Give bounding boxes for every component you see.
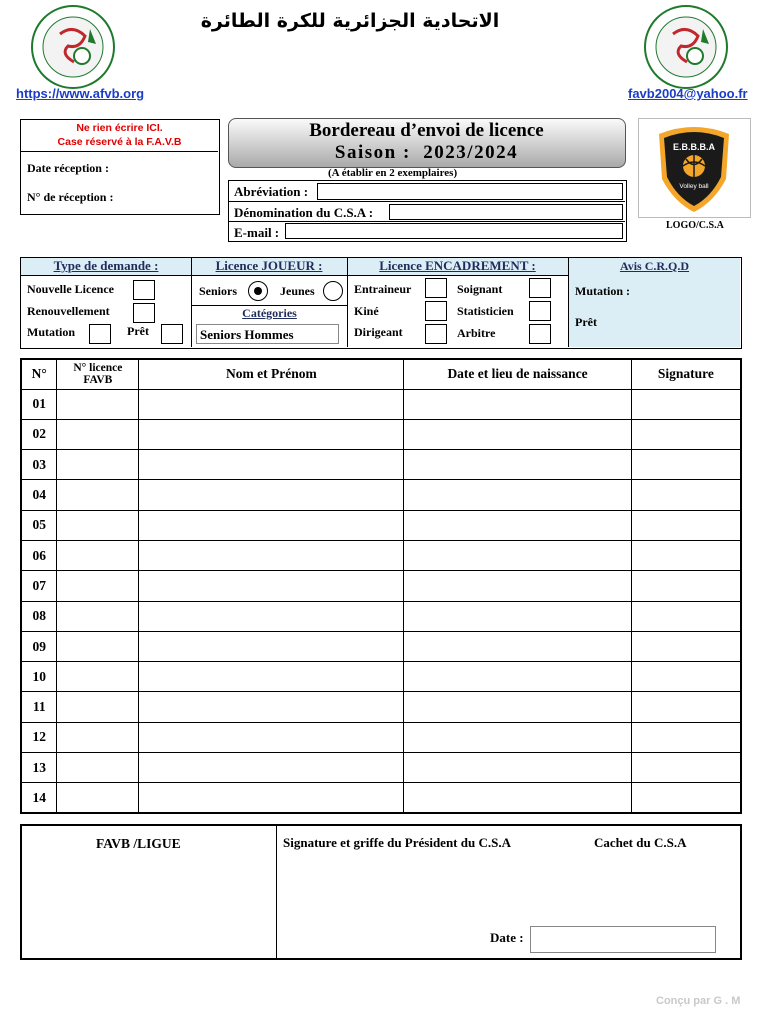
signature-cell[interactable] — [631, 540, 741, 570]
name-cell[interactable] — [139, 692, 404, 722]
reserved-box — [20, 119, 220, 215]
club-divider-1 — [229, 201, 625, 202]
signature-cell[interactable] — [631, 662, 741, 692]
row-number: 13 — [21, 753, 57, 783]
row-number: 11 — [21, 692, 57, 722]
row-number: 01 — [21, 389, 57, 419]
licence-cell[interactable] — [57, 692, 139, 722]
licence-cell[interactable] — [57, 571, 139, 601]
signature-cell[interactable] — [631, 419, 741, 449]
licence-cell[interactable] — [57, 722, 139, 752]
title-banner — [228, 118, 626, 168]
table-row — [21, 540, 741, 570]
licence-table — [20, 358, 742, 814]
birth-cell[interactable] — [404, 450, 631, 480]
statisticien-checkbox[interactable] — [529, 301, 551, 321]
birth-cell[interactable] — [404, 571, 631, 601]
arbitre-checkbox[interactable] — [529, 324, 551, 344]
col-header-licence — [57, 359, 139, 389]
row-number: 10 — [21, 662, 57, 692]
email-input[interactable] — [285, 223, 623, 239]
jeunes-label: Jeunes — [280, 284, 315, 298]
table-row — [21, 389, 741, 419]
categories-label: Catégories — [242, 306, 297, 320]
avis-mutation-label: Mutation : — [575, 284, 630, 298]
dirigeant-label: Dirigeant — [354, 325, 403, 339]
denomination-input[interactable] — [389, 204, 623, 220]
birth-cell[interactable] — [404, 389, 631, 419]
licence-joueur-header: Licence JOUEUR : — [215, 258, 323, 273]
birth-cell[interactable] — [404, 631, 631, 661]
col-header-licence-text: N° licence FAVB — [73, 362, 123, 387]
name-cell[interactable] — [139, 783, 404, 813]
renouvellement-checkbox[interactable] — [133, 303, 155, 323]
birth-cell[interactable] — [404, 662, 631, 692]
arbitre-label: Arbitre — [457, 326, 496, 340]
name-cell[interactable] — [139, 450, 404, 480]
table-row — [21, 601, 741, 631]
kine-checkbox[interactable] — [425, 301, 447, 321]
reserved-divider — [21, 151, 218, 152]
favb-ligue-label: FAVB /LIGUE — [96, 836, 181, 851]
name-cell[interactable] — [139, 722, 404, 752]
signature-cell[interactable] — [631, 389, 741, 419]
licence-cell[interactable] — [57, 480, 139, 510]
club-logo-text: E.B.B.B.A — [672, 142, 716, 152]
credit-name: G . M — [713, 995, 741, 1007]
table-row — [21, 631, 741, 661]
table-row — [21, 510, 741, 540]
licence-cell[interactable] — [57, 631, 139, 661]
signature-cell[interactable] — [631, 571, 741, 601]
table-row — [21, 783, 741, 813]
title-note: (A établir en 2 exemplaires) — [328, 167, 458, 179]
request-section — [20, 257, 742, 349]
table-row — [21, 753, 741, 783]
col-header-signature: Signature — [631, 359, 741, 389]
licence-cell[interactable] — [57, 419, 139, 449]
birth-cell[interactable] — [404, 510, 631, 540]
row-number: 12 — [21, 722, 57, 752]
num-reception-label: N° de réception : — [27, 190, 114, 204]
website-link[interactable]: https://www.afvb.org — [16, 86, 145, 101]
abbreviation-input[interactable] — [317, 183, 623, 200]
mutation-checkbox[interactable] — [89, 324, 111, 344]
denomination-label: Dénomination du C.S.A : — [234, 205, 374, 220]
name-cell[interactable] — [139, 571, 404, 601]
licence-cell[interactable] — [57, 783, 139, 813]
name-cell[interactable] — [139, 510, 404, 540]
nouvelle-licence-label: Nouvelle Licence — [27, 282, 114, 296]
licence-cell[interactable] — [57, 662, 139, 692]
date-input[interactable] — [530, 926, 716, 953]
reserved-notice-line1: Ne rien écrire ICI. — [76, 122, 163, 134]
date-label: Date : — [490, 930, 524, 945]
name-cell[interactable] — [139, 662, 404, 692]
email-link[interactable]: favb2004@yahoo.fr — [628, 86, 748, 101]
email-label: E-mail : — [234, 225, 280, 240]
birth-cell[interactable] — [404, 601, 631, 631]
signature-cell[interactable] — [631, 722, 741, 752]
category-select[interactable]: Seniors Hommes — [196, 324, 339, 344]
cachet-label: Cachet du C.S.A — [594, 835, 687, 850]
row-number: 08 — [21, 601, 57, 631]
row-number: 05 — [21, 510, 57, 540]
licence-cell[interactable] — [57, 510, 139, 540]
footer-divider — [276, 826, 277, 958]
club-logo-sub: Volley ball — [679, 183, 709, 190]
favb-logo-right — [643, 4, 729, 90]
row-number: 14 — [21, 783, 57, 813]
table-row — [21, 662, 741, 692]
licence-cell[interactable] — [57, 540, 139, 570]
date-reception-label: Date réception : — [27, 161, 109, 175]
entraineur-checkbox[interactable] — [425, 278, 447, 298]
type-demande-header: Type de demande : — [53, 258, 159, 273]
pret-checkbox[interactable] — [161, 324, 183, 344]
favb-logo-left — [30, 4, 116, 90]
licence-encadrement-header: Licence ENCADREMENT : — [379, 258, 536, 273]
name-cell[interactable] — [139, 753, 404, 783]
col-header-name: Nom et Prénom — [139, 359, 404, 389]
signature-cell[interactable] — [631, 692, 741, 722]
col-header-birth: Date et lieu de naissance — [404, 359, 631, 389]
table-row — [21, 692, 741, 722]
name-cell[interactable] — [139, 631, 404, 661]
seniors-label: Seniors — [199, 284, 238, 298]
name-cell[interactable] — [139, 480, 404, 510]
club-logo-frame — [638, 118, 751, 218]
licence-cell[interactable] — [57, 389, 139, 419]
signature-cell[interactable] — [631, 631, 741, 661]
jeunes-radio[interactable] — [323, 281, 343, 301]
signature-cell[interactable] — [631, 510, 741, 540]
row-number: 03 — [21, 450, 57, 480]
federation-arabic-title: الاتحادية الجزائرية للكرة الطائرة — [200, 10, 500, 32]
birth-cell[interactable] — [404, 540, 631, 570]
soignant-label: Soignant — [457, 282, 503, 296]
signature-cell[interactable] — [631, 601, 741, 631]
nouvelle-licence-checkbox[interactable] — [133, 280, 155, 300]
signature-cell[interactable] — [631, 783, 741, 813]
soignant-checkbox[interactable] — [529, 278, 551, 298]
row-number: 07 — [21, 571, 57, 601]
entraineur-label: Entraineur — [354, 282, 412, 296]
name-cell[interactable] — [139, 540, 404, 570]
credit-prefix: Conçu par — [656, 995, 711, 1007]
avis-pret-label: Prêt — [575, 315, 597, 329]
table-row — [21, 722, 741, 752]
birth-cell[interactable] — [404, 419, 631, 449]
birth-cell[interactable] — [404, 480, 631, 510]
renouvellement-label: Renouvellement — [27, 304, 110, 318]
birth-cell[interactable] — [404, 783, 631, 813]
reserved-notice-line2: Case réservé à la F.A.V.B — [57, 136, 182, 148]
table-row — [21, 450, 741, 480]
birth-cell[interactable] — [404, 753, 631, 783]
kine-label: Kiné — [354, 304, 379, 318]
footer-box — [20, 824, 742, 960]
abbreviation-label: Abréviation : — [234, 184, 309, 199]
dirigeant-checkbox[interactable] — [425, 324, 447, 344]
signature-cell[interactable] — [631, 753, 741, 783]
row-number: 04 — [21, 480, 57, 510]
birth-cell[interactable] — [404, 692, 631, 722]
col-header-num: N° — [21, 359, 57, 389]
designer-credit — [656, 995, 740, 1007]
row-number: 06 — [21, 540, 57, 570]
signature-cell[interactable] — [631, 480, 741, 510]
signature-president-label: Signature et griffe du Président du C.S.A — [283, 835, 511, 850]
title-line2: Saison : 2023/2024 — [334, 142, 519, 163]
club-divider-2 — [229, 221, 625, 222]
signature-cell[interactable] — [631, 450, 741, 480]
licence-cell[interactable] — [57, 601, 139, 631]
title-line1: Bordereau d’envoi de licence — [309, 120, 544, 141]
club-shield-logo — [654, 124, 734, 214]
seniors-radio[interactable] — [248, 281, 268, 301]
row-number: 02 — [21, 419, 57, 449]
licence-cell[interactable] — [57, 450, 139, 480]
name-cell[interactable] — [139, 419, 404, 449]
statisticien-label: Statisticien — [457, 304, 514, 318]
mutation-label: Mutation — [27, 325, 75, 339]
row-number: 09 — [21, 631, 57, 661]
pret-label: Prêt — [127, 324, 149, 338]
name-cell[interactable] — [139, 389, 404, 419]
table-row — [21, 419, 741, 449]
licence-cell[interactable] — [57, 753, 139, 783]
avis-crqd-header: Avis C.R.Q.D — [619, 259, 690, 273]
table-row — [21, 480, 741, 510]
club-fields-box — [228, 180, 627, 242]
birth-cell[interactable] — [404, 722, 631, 752]
club-logo-caption: LOGO/C.S.A — [666, 220, 724, 231]
name-cell[interactable] — [139, 601, 404, 631]
table-row — [21, 571, 741, 601]
